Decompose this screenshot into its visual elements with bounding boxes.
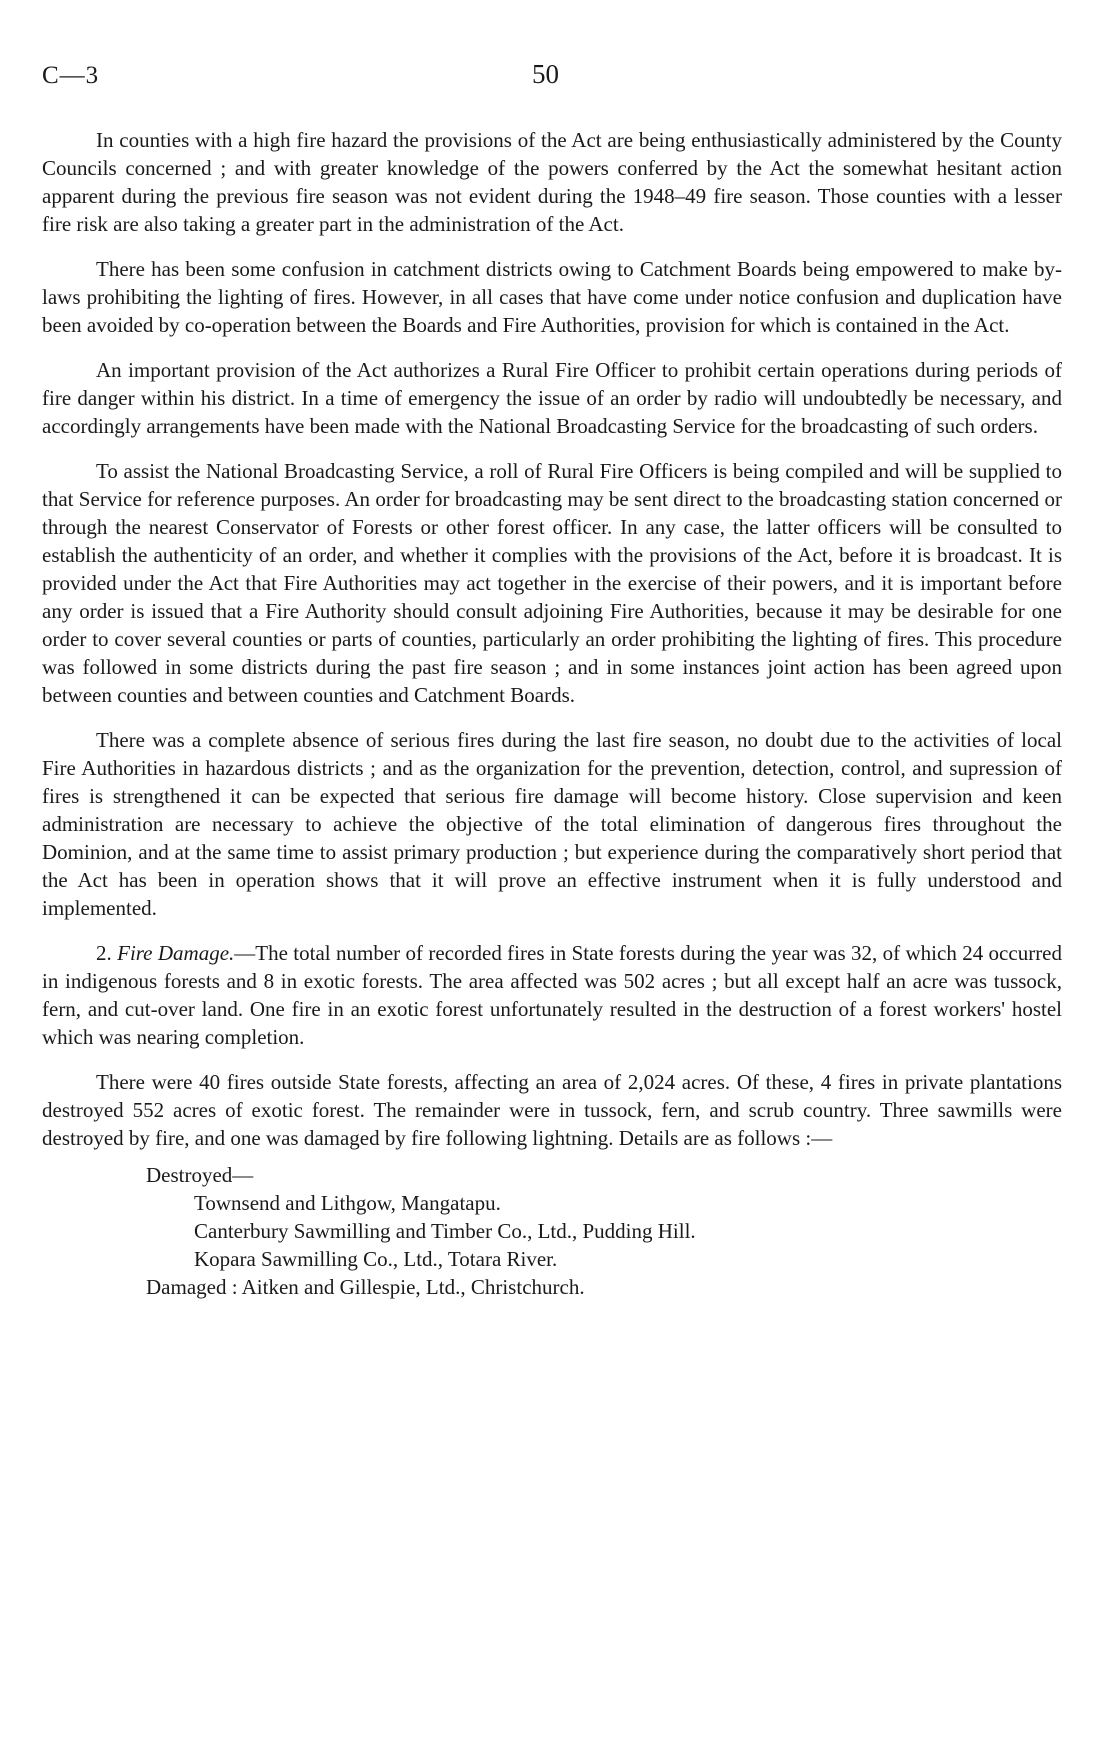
sawmill-details-list bbox=[42, 1161, 1062, 1301]
body-text bbox=[42, 126, 1062, 1301]
paragraph-broadcasting-service: To assist the National Broadcasting Service, a roll of Rural Fire Officers is being compiled and will be supplied to that Service for reference purposes. An order for broadcasting may be sent direct to the broadcasting station concerned or through the nearest Conservator of Forests or other forest officer. In any case, the latter officers will be consulted to establish the authenticity of an order, and whether it complies with the provisions of the Act, before it is broadcast. It is provided under the Act that Fire Authorities may act together in the exercise of their powers, and it is important before any order is issued that a Fire Authority should consult adjoining Fire Authorities, because it may be desirable for one order to cover several counties or parts of counties, particularly an order prohibiting the lighting of fires. This procedure was followed in some districts during the past fire season ; and in some instances joint action has been agreed upon between counties and between counties and Catchment Boards. bbox=[42, 459, 1062, 707]
list-item: Canterbury Sawmilling and Timber Co., Ltd., Pudding Hill. bbox=[194, 1219, 696, 1243]
page-header bbox=[42, 59, 1062, 102]
damaged-label: Damaged : bbox=[146, 1275, 238, 1299]
section-text: —The total number of recorded fires in State forests during the year was 32, of which 24 occurred in indigenous forests and 8 in exotic forests. The area affected was 502 acres ; but all except half an acre was tussock, fern, and cut-over land. One fire in an exotic forest unfortunately resulted in the destruction of a forest workers' hostel which was nearing completion. bbox=[42, 941, 1063, 1049]
destroyed-label: Destroyed— bbox=[146, 1163, 254, 1187]
paragraph-outside-state-forests: There were 40 fires outside State forests, affecting an area of 2,024 acres. Of these, 4 fires in private plantations destroyed 552 acres of exotic forest. The remainder were in tussock, fern, and scrub country. Three sawmills were destroyed by fire, and one was damaged by fire following lightning. Details are as follows :— bbox=[42, 1070, 1062, 1150]
paragraph-county-councils: In counties with a high fire hazard the provisions of the Act are being enthusiastically administered by the County Councils concerned ; and with greater knowledge of the powers conferred by the Act the somewhat hesitant action apparent during the previous fire season was not evident during the 1948–49 fire season. Those counties with a lesser fire risk are also taking a greater part in the administration of the Act. bbox=[42, 128, 1062, 236]
section-number: 2. bbox=[96, 941, 112, 965]
paragraph-serious-fires: There was a complete absence of serious fires during the last fire season, no doubt due to the activities of local Fire Authorities in hazardous districts ; and as the organization for the prevention, detection, control, and supression of fires is strengthened it can be expected that serious fire damage will become history. Close supervision and keen administration are necessary to achieve the objective of the total elimination of dangerous fires throughout the Dominion, and at the same time to assist primary production ; but experience during the comparatively short period that the Act has been in operation shows that it will prove an effective instrument when it is fully understood and implemented. bbox=[42, 728, 1062, 920]
list-item: Townsend and Lithgow, Mangatapu. bbox=[194, 1191, 501, 1215]
paragraph-radio-orders: An important provision of the Act authorizes a Rural Fire Officer to prohibit certain operations during periods of fire danger within his district. In a time of emergency the issue of an order by radio will undoubtedly be necessary, and accordingly arrangements have been made with the National Broadcasting Service for the broadcasting of such orders. bbox=[42, 358, 1062, 438]
document-reference: C—3 bbox=[42, 62, 100, 89]
damaged-item: Aitken and Gillespie, Ltd., Christchurch. bbox=[241, 1275, 585, 1299]
page-number: 50 bbox=[532, 59, 559, 89]
document-page bbox=[42, 59, 1063, 1722]
list-item: Kopara Sawmilling Co., Ltd., Totara River. bbox=[194, 1247, 558, 1271]
paragraph-catchment-boards: There has been some confusion in catchment districts owing to Catchment Boards being empowered to make by-laws prohibiting the lighting of fires. However, in all cases that have come under notice confusion and duplication have been avoided by co-operation between the Boards and Fire Authorities, provision for which is contained in the Act. bbox=[42, 257, 1062, 337]
section-heading: Fire Damage. bbox=[117, 941, 235, 965]
damaged-entry bbox=[42, 1273, 1062, 1301]
paragraph-fire-damage bbox=[42, 939, 1062, 1051]
